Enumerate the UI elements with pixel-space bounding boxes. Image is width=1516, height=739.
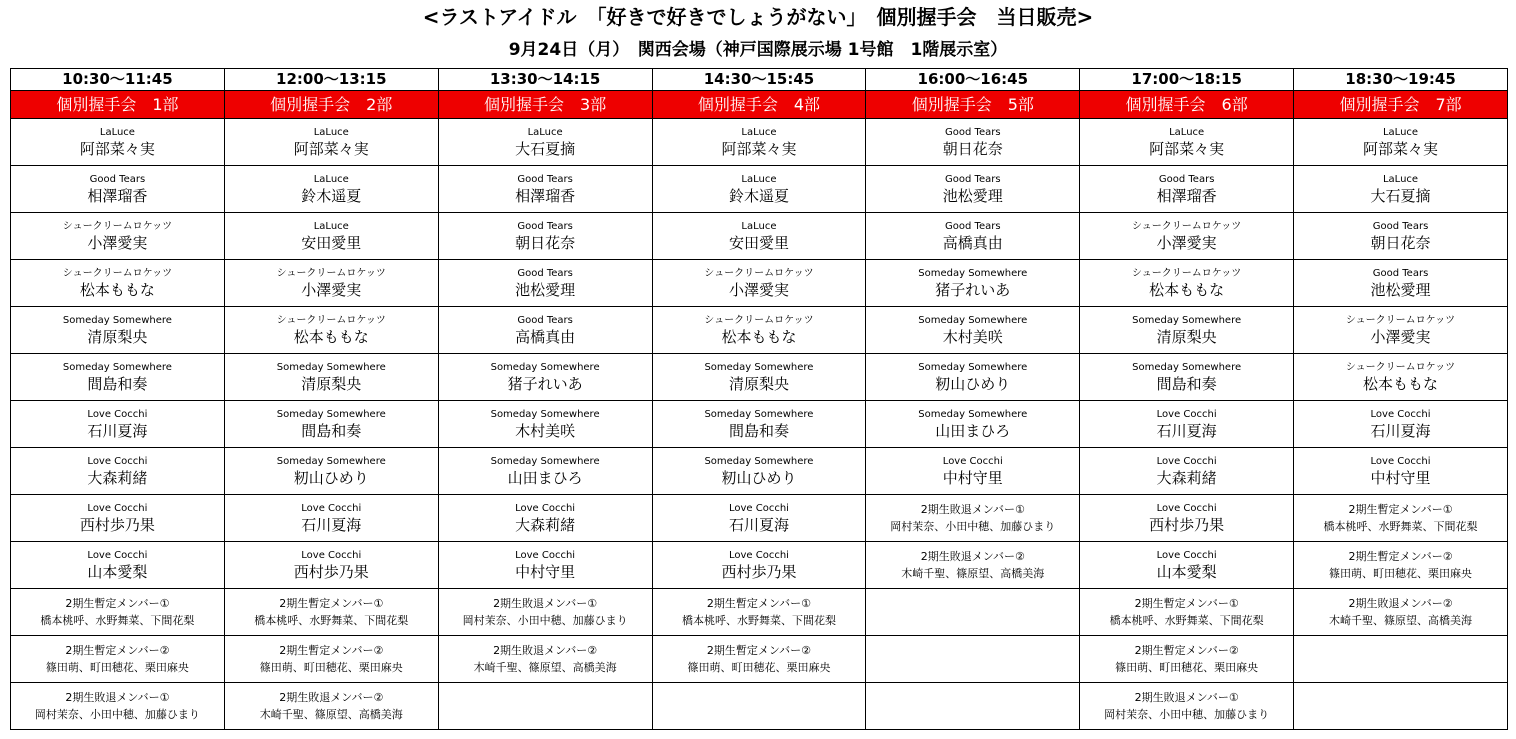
group-name: Good Tears [945,220,1001,232]
schedule-cell [1294,166,1508,213]
schedule-cell [652,401,866,448]
schedule-row [11,495,1508,542]
member-name: 中村守里 [1370,468,1431,487]
member-name: 間島和奏 [87,374,148,393]
schedule-cell [224,119,438,166]
schedule-cell [438,307,652,354]
group-name: Good Tears [1372,267,1429,279]
group-name: Someday Somewhere [704,408,814,420]
member-name: 松本ももな [1149,280,1225,299]
schedule-cell [438,589,652,636]
schedule-row [11,119,1508,166]
part-header: 個別握手会 3部 [438,91,652,119]
schedule-cell [652,260,866,307]
member-name: 相澤瑠香 [87,186,148,205]
part-header: 個別握手会 6部 [1080,91,1294,119]
schedule-cell [1294,307,1508,354]
part-header: 個別握手会 1部 [11,91,225,119]
group-name: 2期生敗退メンバー① [493,596,598,610]
member-name: 木崎千聖、篠原望、高橋美海 [901,566,1045,580]
member-name: 清原梨央 [301,374,362,393]
member-name: 朝日花奈 [1370,233,1431,252]
group-name: Someday Somewhere [918,408,1028,420]
schedule-cell [224,401,438,448]
member-name: 阿部菜々実 [1363,139,1439,158]
member-name: 安田愛里 [301,233,362,252]
schedule-cell [11,213,225,260]
group-name: Someday Somewhere [918,267,1028,279]
part-header: 個別握手会 7部 [1294,91,1508,119]
group-name: Someday Somewhere [704,455,814,467]
member-name: 間島和奏 [1156,374,1217,393]
schedule-cell [1080,119,1294,166]
schedule-cell [224,260,438,307]
group-name: 2期生敗退メンバー① [65,690,170,704]
schedule-cell [11,307,225,354]
member-name: 小澤愛実 [1156,233,1217,252]
schedule-cell [866,448,1080,495]
member-name: 籾山ひめり [935,374,1011,393]
schedule-cell [1080,260,1294,307]
schedule-cell [1080,683,1294,730]
member-name: 安田愛里 [728,233,789,252]
member-name: 橋本桃呼、水野舞菜、下間花梨 [681,613,836,627]
group-name: Someday Somewhere [918,314,1028,326]
group-name: Love Cocchi [301,502,362,514]
schedule-row [11,213,1508,260]
member-name: 篠田萌、町田穂花、栗田麻央 [687,660,831,674]
page-title: <ラストアイドル 「好きで好きでしょうがない」 個別握手会 当日販売> [422,5,1094,29]
schedule-cell [866,589,1080,636]
schedule-cell [1080,307,1294,354]
group-name: Good Tears [89,173,146,185]
schedule-cell [1080,166,1294,213]
schedule-cell [1294,636,1508,683]
group-name: Good Tears [945,126,1001,138]
schedule-cell [438,166,652,213]
schedule-cell [1294,213,1508,260]
schedule-cell [866,683,1080,730]
schedule-cell [438,119,652,166]
group-name: LaLuce [313,173,349,185]
member-name: 相澤瑠香 [1156,186,1217,205]
member-name: 池松愛理 [515,280,576,299]
schedule-cell [866,542,1080,589]
schedule-cell [224,354,438,401]
schedule-cell [866,636,1080,683]
schedule-row [11,166,1508,213]
group-name: LaLuce [1382,173,1419,185]
member-name: 高橋真由 [515,327,576,346]
schedule-cell [438,495,652,542]
member-name: 木崎千聖、篠原望、高橋美海 [259,707,403,721]
member-name: 猪子れいあ [507,374,583,393]
schedule-cell [866,213,1080,260]
member-name: 岡村茉奈、小田中穂、加藤ひまり [890,519,1056,533]
schedule-cell [224,589,438,636]
group-name: 2期生暫定メンバー① [65,596,170,610]
group-name: Good Tears [517,173,573,185]
group-name: シュークリームロケッツ [1131,267,1242,279]
group-name: LaLuce [99,126,135,138]
schedule-cell [224,542,438,589]
group-name: Love Cocchi [515,502,576,514]
group-name: 2期生暫定メンバー② [65,643,170,657]
member-name: 松本ももな [79,280,155,299]
schedule-cell [866,401,1080,448]
schedule-cell [438,354,652,401]
schedule-table-body [11,69,1508,730]
member-name: 木崎千聖、篠原望、高橋美海 [1329,613,1473,627]
group-name: LaLuce [313,126,349,138]
schedule-cell [11,542,225,589]
schedule-cell [1294,119,1508,166]
group-name: シュークリームロケッツ [62,267,173,279]
member-name: 鈴木遥夏 [301,186,362,205]
schedule-cell [1080,354,1294,401]
member-name: 小澤愛実 [301,280,362,299]
schedule-cell [866,119,1080,166]
schedule-cell [1294,260,1508,307]
schedule-cell [1294,448,1508,495]
member-name: 篠田萌、町田穂花、栗田麻央 [259,660,403,674]
member-name: 清原梨央 [728,374,789,393]
group-name: シュークリームロケッツ [704,314,814,326]
group-name: Love Cocchi [1370,455,1431,467]
group-name: シュークリームロケッツ [1345,314,1456,326]
member-name: 山田まひろ [507,468,583,487]
group-name: Someday Somewhere [1132,361,1242,373]
schedule-cell [866,307,1080,354]
group-name: 2期生暫定メンバー② [1134,643,1239,657]
schedule-cell [224,166,438,213]
schedule-row [11,354,1508,401]
group-name: 2期生暫定メンバー② [1348,549,1453,563]
member-name: 籾山ひめり [293,468,369,487]
member-name: 橋本桃呼、水野舞菜、下間花梨 [1109,613,1264,627]
member-name: 相澤瑠香 [515,186,576,205]
schedule-cell [652,589,866,636]
member-name: 清原梨央 [1156,327,1217,346]
group-name: Good Tears [1158,173,1215,185]
page-subtitle: 9月24日（月） 関西会場（神戸国際展示場 1号館 1階展示室） [508,40,1008,60]
member-name: 松本ももな [1363,374,1439,393]
group-name: LaLuce [741,126,777,138]
group-name: Love Cocchi [728,502,789,514]
schedule-row [11,401,1508,448]
schedule-cell [11,589,225,636]
group-name: 2期生敗退メンバー① [920,502,1025,516]
schedule-cell [652,307,866,354]
group-name: Someday Somewhere [490,408,600,420]
schedule-cell [11,448,225,495]
member-name: 小澤愛実 [728,280,789,299]
schedule-cell [11,260,225,307]
group-name: Love Cocchi [1156,502,1217,514]
member-name: 木村美咲 [515,421,576,440]
schedule-cell [866,495,1080,542]
group-name: Love Cocchi [728,549,789,561]
schedule-row [11,448,1508,495]
member-name: 西村歩乃果 [79,515,155,534]
group-name: Love Cocchi [1370,408,1431,420]
group-name: Good Tears [517,314,573,326]
member-name: 大森莉緒 [1156,468,1217,487]
member-name: 大石夏摘 [515,139,576,158]
member-name: 中村守里 [942,468,1003,487]
schedule-cell [652,166,866,213]
time-header: 16:00〜16:45 [866,69,1080,91]
member-name: 岡村茉奈、小田中穂、加藤ひまり [462,613,628,627]
member-name: 朝日花奈 [942,139,1003,158]
schedule-cell [1294,354,1508,401]
member-name: 石川夏海 [87,421,148,440]
member-name: 篠田萌、町田穂花、栗田麻央 [45,660,189,674]
schedule-cell [438,683,652,730]
schedule-cell [1294,542,1508,589]
schedule-cell [438,213,652,260]
schedule-cell [438,542,652,589]
schedule-row [11,260,1508,307]
schedule-cell [652,354,866,401]
group-name: シュークリームロケッツ [1131,220,1242,232]
schedule-cell [1294,495,1508,542]
schedule-cell [652,683,866,730]
schedule-cell [1080,448,1294,495]
schedule-cell [1294,589,1508,636]
group-name: Love Cocchi [1156,408,1217,420]
schedule-cell [1080,401,1294,448]
group-name: シュークリームロケッツ [276,267,386,279]
member-name: 池松愛理 [942,186,1003,205]
schedule-cell [11,683,225,730]
time-header: 13:30〜14:15 [438,69,652,91]
member-name: 猪子れいあ [935,280,1011,299]
member-name: 阿部菜々実 [1149,139,1225,158]
schedule-cell [866,260,1080,307]
schedule-cell [652,495,866,542]
member-name: 橋本桃呼、水野舞菜、下間花梨 [40,613,195,627]
schedule-cell [224,448,438,495]
schedule-cell [438,401,652,448]
schedule-cell [224,683,438,730]
member-name: 篠田萌、町田穂花、栗田麻央 [1329,566,1473,580]
member-name: 阿部菜々実 [293,139,369,158]
schedule-row [11,542,1508,589]
member-name: 籾山ひめり [721,468,797,487]
group-name: Someday Somewhere [490,361,600,373]
member-name: 山本愛梨 [1156,562,1217,581]
schedule-cell [11,495,225,542]
schedule-cell [1294,401,1508,448]
schedule-cell [438,448,652,495]
time-header: 14:30〜15:45 [652,69,866,91]
group-name: 2期生敗退メンバー② [279,690,384,704]
group-name: Someday Somewhere [276,361,386,373]
group-name: Love Cocchi [87,408,148,420]
part-header: 個別握手会 4部 [652,91,866,119]
schedule-cell [224,307,438,354]
member-name: 鈴木遥夏 [728,186,789,205]
group-name: Good Tears [945,173,1001,185]
group-name: Good Tears [1372,220,1429,232]
schedule-cell [224,495,438,542]
member-name: 朝日花奈 [515,233,576,252]
schedule-row [11,307,1508,354]
group-name: Someday Somewhere [918,361,1028,373]
schedule-cell [11,401,225,448]
member-name: 清原梨央 [87,327,148,346]
member-name: 大森莉緒 [87,468,148,487]
member-name: 岡村茉奈、小田中穂、加藤ひまり [34,707,200,721]
schedule-cell [1080,213,1294,260]
time-header: 18:30〜19:45 [1294,69,1508,91]
schedule-cell [652,448,866,495]
member-name: 松本ももな [721,327,797,346]
group-name: 2期生敗退メンバー② [493,643,598,657]
group-name: 2期生暫定メンバー① [279,596,384,610]
member-name: 石川夏海 [301,515,362,534]
group-name: 2期生敗退メンバー② [920,549,1025,563]
group-name: LaLuce [1169,126,1205,138]
handshake-schedule-table [10,68,1508,730]
group-name: Good Tears [517,267,573,279]
schedule-cell [866,354,1080,401]
group-name: LaLuce [313,220,349,232]
schedule-cell [652,119,866,166]
group-name: 2期生暫定メンバー② [279,643,384,657]
group-name: Love Cocchi [87,455,148,467]
member-name: 岡村茉奈、小田中穂、加藤ひまり [1104,707,1270,721]
schedule-cell [1080,636,1294,683]
schedule-row [11,683,1508,730]
group-name: 2期生敗退メンバー① [1134,690,1239,704]
schedule-cell [652,636,866,683]
member-name: 石川夏海 [728,515,789,534]
member-name: 西村歩乃果 [293,562,369,581]
schedule-cell [866,166,1080,213]
group-name: 2期生暫定メンバー① [1348,502,1453,516]
member-name: 西村歩乃果 [721,562,797,581]
schedule-cell [438,636,652,683]
time-header-row [11,69,1508,91]
member-name: 橋本桃呼、水野舞菜、下間花梨 [1323,519,1478,533]
member-name: 大森莉緒 [515,515,576,534]
group-name: シュークリームロケッツ [276,314,386,326]
member-name: 石川夏海 [1156,421,1217,440]
time-header: 10:30〜11:45 [11,69,225,91]
group-name: Someday Somewhere [62,361,172,373]
member-name: 西村歩乃果 [1149,515,1225,534]
schedule-cell [1080,495,1294,542]
schedule-row [11,589,1508,636]
group-name: シュークリームロケッツ [704,267,814,279]
schedule-cell [11,354,225,401]
group-name: Good Tears [517,220,573,232]
member-name: 松本ももな [293,327,369,346]
group-name: シュークリームロケッツ [62,220,173,232]
time-header: 12:00〜13:15 [224,69,438,91]
schedule-cell [11,119,225,166]
schedule-cell [1294,683,1508,730]
schedule-cell [224,636,438,683]
group-name: LaLuce [1382,126,1419,138]
schedule-cell [1080,542,1294,589]
schedule-row [11,636,1508,683]
group-name: Someday Somewhere [62,314,172,326]
group-name: 2期生暫定メンバー① [1134,596,1239,610]
member-name: 大石夏摘 [1370,186,1431,205]
group-name: 2期生暫定メンバー① [706,596,811,610]
member-name: 木崎千聖、篠原望、高橋美海 [473,660,617,674]
group-name: Love Cocchi [87,549,148,561]
group-name: Love Cocchi [87,502,148,514]
member-name: 中村守里 [515,562,576,581]
group-name: 2期生暫定メンバー② [706,643,811,657]
group-name: Someday Somewhere [490,455,600,467]
member-name: 高橋真由 [942,233,1003,252]
member-name: 山田まひろ [935,421,1011,440]
member-name: 阿部菜々実 [721,139,797,158]
group-name: Love Cocchi [301,549,362,561]
group-name: Someday Somewhere [276,408,386,420]
group-name: Love Cocchi [515,549,576,561]
group-name: Someday Somewhere [704,361,814,373]
member-name: 小澤愛実 [1370,327,1431,346]
group-name: LaLuce [741,220,777,232]
schedule-cell [652,213,866,260]
schedule-cell [11,636,225,683]
member-name: 阿部菜々実 [79,139,155,158]
time-header: 17:00〜18:15 [1080,69,1294,91]
part-header-row [11,91,1508,119]
group-name: Love Cocchi [1156,455,1217,467]
group-name: Love Cocchi [1156,549,1217,561]
member-name: 橋本桃呼、水野舞菜、下間花梨 [254,613,409,627]
part-header: 個別握手会 2部 [224,91,438,119]
member-name: 篠田萌、町田穂花、栗田麻央 [1115,660,1259,674]
group-name: シュークリームロケッツ [1345,361,1456,373]
member-name: 石川夏海 [1370,421,1431,440]
member-name: 小澤愛実 [87,233,148,252]
member-name: 間島和奏 [728,421,789,440]
group-name: LaLuce [527,126,563,138]
group-name: 2期生敗退メンバー② [1348,596,1453,610]
member-name: 山本愛梨 [87,562,148,581]
schedule-cell [1080,589,1294,636]
member-name: 間島和奏 [301,421,362,440]
part-header: 個別握手会 5部 [866,91,1080,119]
group-name: LaLuce [741,173,777,185]
schedule-cell [224,213,438,260]
member-name: 木村美咲 [942,327,1003,346]
group-name: Someday Somewhere [276,455,386,467]
member-name: 池松愛理 [1370,280,1431,299]
schedule-cell [438,260,652,307]
group-name: Someday Somewhere [1132,314,1242,326]
schedule-cell [652,542,866,589]
group-name: Love Cocchi [942,455,1003,467]
schedule-cell [11,166,225,213]
